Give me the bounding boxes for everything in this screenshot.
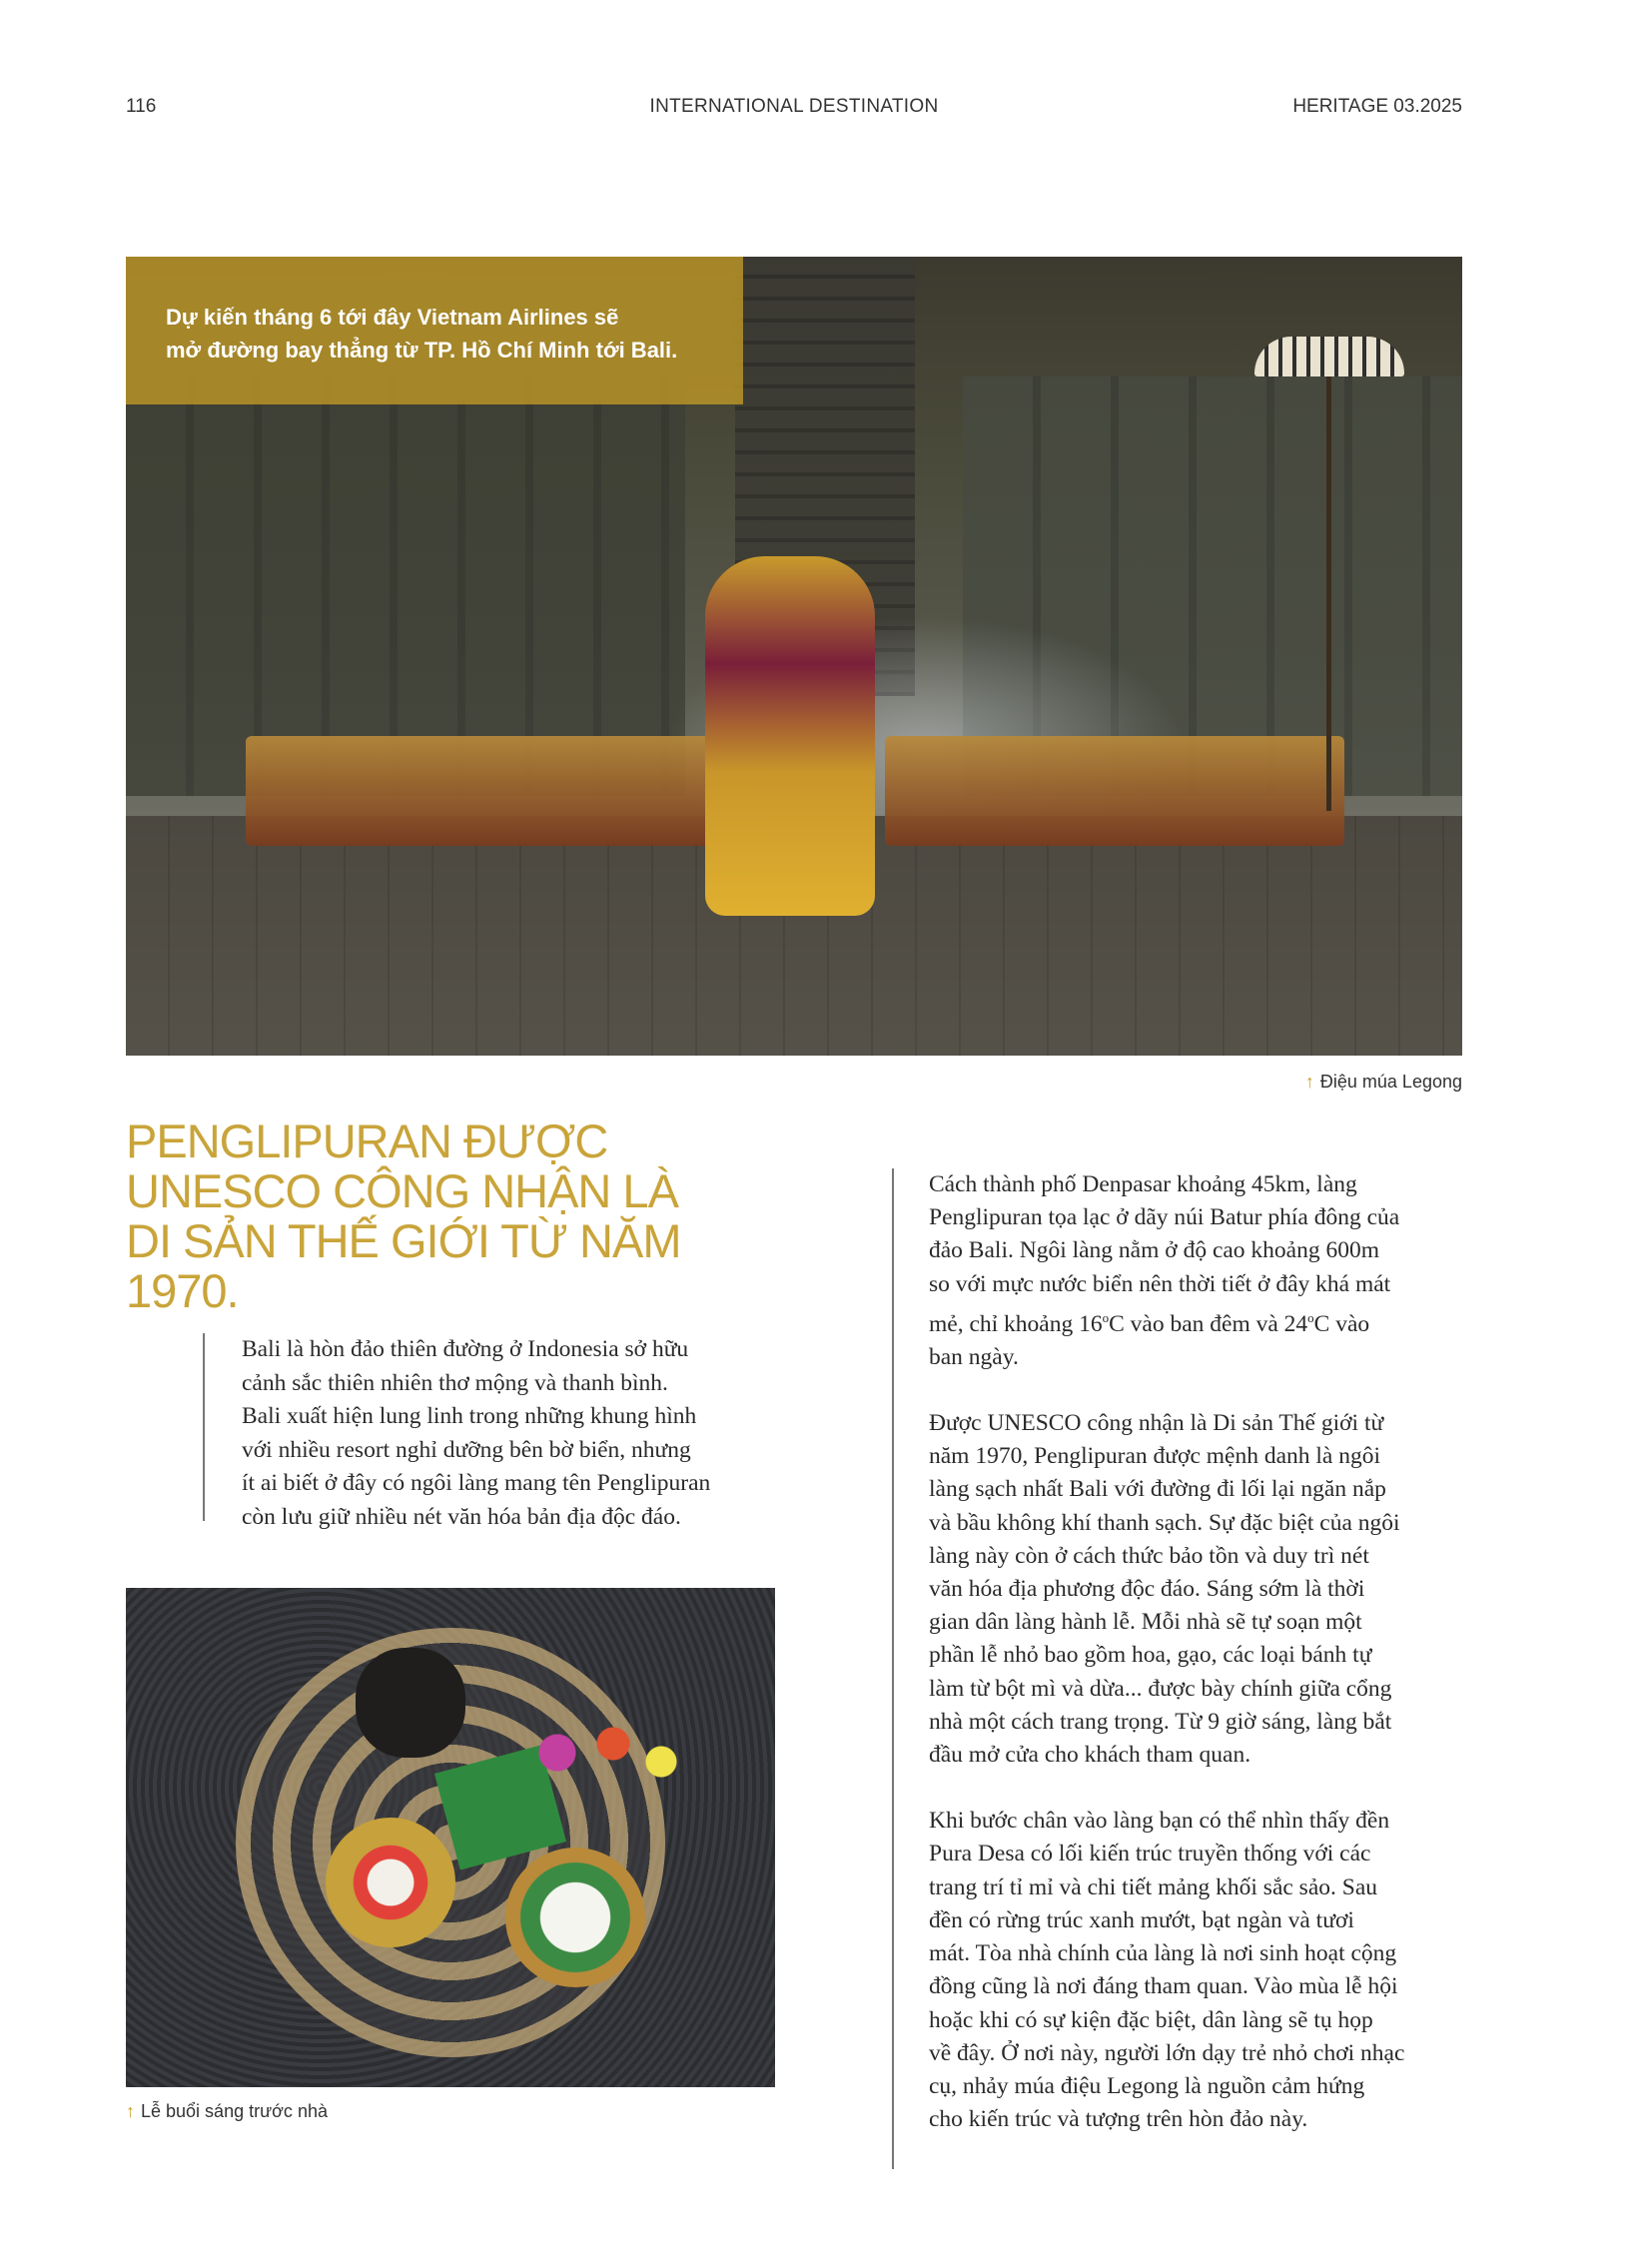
body-paragraph-2 [929, 1407, 1500, 1772]
hero-caption-line: Dự kiến tháng 6 tới đây Vietnam Airlines sẽ [166, 305, 619, 330]
body-line: ban ngày. [929, 1343, 1019, 1370]
body-line: so với mực nước biển nên thời tiết ở đây khá mát [929, 1270, 1391, 1297]
page-header [126, 96, 1462, 120]
hero-photo-caption [1305, 1072, 1462, 1093]
arrow-up-icon: ↑ [126, 2101, 135, 2121]
rooster [356, 1648, 465, 1758]
gamelan-instruments-right [885, 736, 1344, 846]
hero-caption-box [126, 257, 743, 404]
body-line: Được UNESCO công nhận là Di sản Thế giới từ [929, 1410, 1384, 1437]
body-line [929, 1301, 1500, 1341]
body-paragraph-1 [929, 1168, 1500, 1374]
degree-mark: o [1307, 1309, 1314, 1325]
body-line: mát. Tòa nhà chính của làng là nơi sinh hoạt cộng [929, 1940, 1397, 1967]
article-headline [126, 1117, 805, 1316]
body-line: phần lễ nhỏ bao gồm hoa, gạo, các loại bánh tự [929, 1642, 1372, 1669]
body-line: Cách thành phố Denpasar khoảng 45km, làng [929, 1171, 1357, 1197]
headline-line: PENGLIPURAN ĐƯỢC [126, 1115, 608, 1167]
offering-photo-caption-text: Lễ buổi sáng trước nhà [141, 2101, 328, 2121]
body-line: hoặc khi có sự kiện đặc biệt, dân làng sẽ tụ họp [929, 2006, 1373, 2033]
headline-line: DI SẢN THẾ GIỚI TỪ NĂM 1970. [126, 1214, 681, 1317]
offering-photo [126, 1588, 775, 2087]
body-line: cho kiến trúc và tượng trên hòn đảo này. [929, 2106, 1308, 2133]
flower-blooms [525, 1708, 685, 1798]
page-number: 116 [126, 96, 157, 117]
offering-photo-caption [126, 2101, 328, 2122]
intro-line: ít ai biết ở đây có ngôi làng mang tên Penglipuran [242, 1470, 711, 1496]
body-text: C vào ban đêm và 24 [1109, 1310, 1308, 1337]
body-line: đảo Bali. Ngôi làng nằm ở độ cao khoảng 600m [929, 1237, 1380, 1264]
umbrella-pole [1326, 372, 1331, 811]
intro-line: Bali xuất hiện lung linh trong những khung hình [242, 1403, 697, 1429]
body-line: văn hóa địa phương độc đáo. Sáng sớm là thời [929, 1576, 1365, 1603]
body-line: Pura Desa có lối kiến trúc truyền thống với các [929, 1841, 1371, 1868]
hero-caption-line: mở đường bay thẳng từ TP. Hồ Chí Minh tới Bali. [166, 338, 678, 363]
degree-mark: o [1102, 1309, 1110, 1325]
offering-basket [505, 1848, 645, 1987]
arrow-up-icon: ↑ [1304, 1072, 1314, 1092]
issue-label: HERITAGE 03.2025 [1292, 96, 1462, 117]
body-column [892, 1168, 1500, 2169]
intro-line: còn lưu giữ nhiều nét văn hóa bản địa độc đáo. [242, 1503, 681, 1530]
body-line: làm từ bột mì và dừa... được bày chính giữa cổng [929, 1675, 1392, 1702]
intro-line: cảnh sắc thiên nhiên thơ mộng và thanh bình. [242, 1369, 668, 1396]
body-line: và bầu không khí thanh sạch. Sự đặc biệt của ngôi [929, 1509, 1400, 1536]
body-text: mẻ, chỉ khoảng 16 [929, 1310, 1103, 1337]
body-line: năm 1970, Penglipuran được mệnh danh là ngôi [929, 1443, 1380, 1470]
intro-line: với nhiều resort nghỉ dưỡng bên bờ biển, nhưng [242, 1436, 691, 1463]
offering-basket [326, 1818, 455, 1947]
body-line: cụ, nhảy múa điệu Legong là nguồn cảm hứng [929, 2072, 1365, 2099]
body-line: làng này còn ở cách thức bảo tồn và duy trì nét [929, 1542, 1369, 1569]
hero-photo-caption-text: Điệu múa Legong [1319, 1072, 1462, 1092]
ceremonial-umbrella [1254, 337, 1404, 376]
body-line: Penglipuran tọa lạc ở dãy núi Batur phía đông của [929, 1204, 1400, 1231]
body-line: Khi bước chân vào làng bạn có thể nhìn thấy đền [929, 1808, 1390, 1835]
body-line: về đây. Ở nơi này, người lớn dạy trẻ nhỏ chơi nhạc [929, 2039, 1405, 2066]
body-line: đầu mở cửa cho khách tham quan. [929, 1742, 1251, 1769]
body-paragraph-3 [929, 1805, 1500, 2136]
section-title: INTERNATIONAL DESTINATION [649, 96, 939, 117]
headline-line: UNESCO CÔNG NHẬN LÀ [126, 1164, 678, 1217]
body-line: làng sạch nhất Bali với đường đi lối lại ngăn nắp [929, 1476, 1386, 1503]
body-line: đền có rừng trúc xanh mướt, bạt ngàn và tươi [929, 1906, 1354, 1933]
intro-paragraph [203, 1333, 811, 1530]
body-line: trang trí tỉ mỉ và chi tiết mảng khối sắc sảo. Sau [929, 1873, 1378, 1900]
body-text: C vào [1313, 1310, 1370, 1337]
body-line: gian dân làng hành lễ. Mỗi nhà sẽ tự soạn một [929, 1609, 1362, 1636]
temple-wall-left [126, 376, 685, 796]
body-line: đồng cũng là nơi đáng tham quan. Vào mùa lễ hội [929, 1973, 1398, 2000]
body-line: nhà một cách trang trọng. Từ 9 giờ sáng, làng bắt [929, 1708, 1392, 1735]
legong-dancer [705, 556, 875, 916]
intro-line: Bali là hòn đảo thiên đường ở Indonesia sở hữu [242, 1336, 689, 1362]
